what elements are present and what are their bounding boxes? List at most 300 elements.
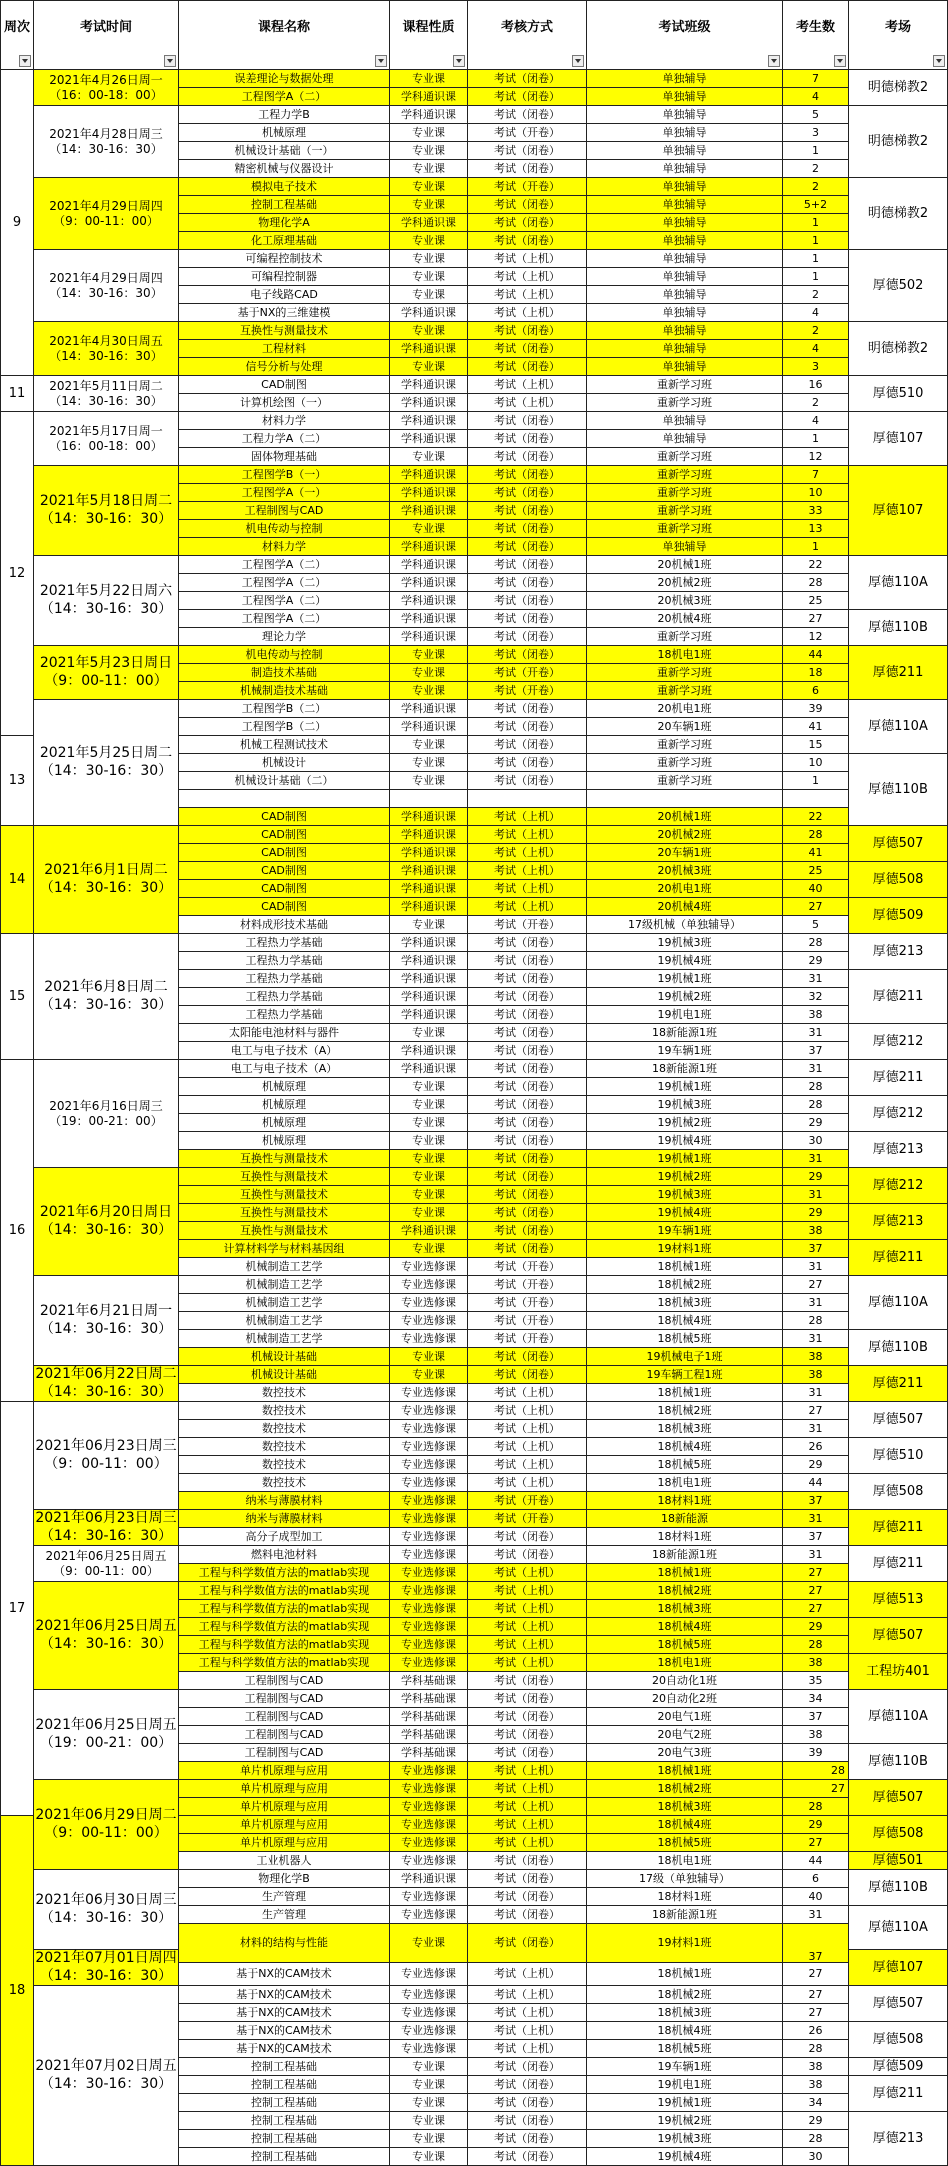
course-name-cell[interactable]: 制造技术基础 (179, 664, 390, 682)
student-count-cell[interactable]: 28 (783, 826, 849, 844)
exam-class-cell[interactable]: 单独辅导 (587, 70, 783, 88)
student-count-cell[interactable]: 29 (783, 952, 849, 970)
student-count-cell[interactable]: 1 (783, 772, 849, 790)
exam-class-cell[interactable]: 19材料1班 (587, 1924, 783, 1963)
student-count-cell[interactable]: 38 (783, 2058, 849, 2076)
student-count-cell[interactable]: 29 (783, 1456, 849, 1474)
course-name-cell[interactable]: 工程与科学数值方法的matlab实现 (179, 1600, 390, 1618)
exam-class-cell[interactable]: 18机械5班 (587, 1636, 783, 1654)
exam-method-cell[interactable]: 考试（闭卷） (468, 88, 587, 106)
course-type-cell[interactable]: 专业课 (390, 1132, 468, 1150)
exam-class-cell[interactable]: 重新学习班 (587, 502, 783, 520)
exam-class-cell[interactable]: 单独辅导 (587, 268, 783, 286)
exam-class-cell[interactable]: 20电气3班 (587, 1744, 783, 1762)
exam-class-cell[interactable]: 19机械1班 (587, 1078, 783, 1096)
exam-time-cell[interactable]: 2021年5月23日周日 （9：00-11：00） (34, 646, 179, 700)
student-count-cell[interactable]: 37 (783, 1924, 849, 1963)
course-name-cell[interactable]: 工程热力学基础 (179, 988, 390, 1006)
exam-class-cell[interactable]: 18机械2班 (587, 1986, 783, 2004)
course-name-cell[interactable]: 计算机绘图（一） (179, 394, 390, 412)
course-type-cell[interactable]: 学科通识课 (390, 610, 468, 628)
exam-room-cell[interactable]: 厚德212 (849, 1096, 948, 1132)
course-name-cell[interactable]: 机械设计基础 (179, 1366, 390, 1384)
course-type-cell[interactable]: 专业课 (390, 664, 468, 682)
header-count[interactable] (783, 1, 849, 70)
exam-class-cell[interactable]: 20机械1班 (587, 808, 783, 826)
course-type-cell[interactable]: 专业课 (390, 160, 468, 178)
course-type-cell[interactable]: 专业选修课 (390, 1834, 468, 1852)
exam-method-cell[interactable]: 考试（闭卷） (468, 1546, 587, 1564)
student-count-cell[interactable]: 6 (783, 682, 849, 700)
student-count-cell[interactable]: 37 (783, 1240, 849, 1258)
student-count-cell[interactable]: 28 (783, 934, 849, 952)
exam-method-cell[interactable]: 考试（开卷） (468, 1276, 587, 1294)
exam-class-cell[interactable]: 19机械3班 (587, 1096, 783, 1114)
week-cell[interactable]: 16 (1, 1060, 34, 1402)
course-name-cell[interactable]: 电子线路CAD (179, 286, 390, 304)
exam-room-cell[interactable]: 厚德213 (849, 1204, 948, 1240)
course-type-cell[interactable]: 学科通识课 (390, 628, 468, 646)
exam-time-cell[interactable]: 2021年06月23日周三 （14：30-16：30） (35, 1510, 177, 1544)
exam-time-cell[interactable]: 2021年5月17日周一 （16：00-18：00） (34, 412, 179, 466)
exam-method-cell[interactable]: 考试（闭卷） (468, 574, 587, 592)
exam-method-cell[interactable]: 考试（闭卷） (468, 430, 587, 448)
exam-method-cell[interactable]: 考试（闭卷） (468, 1924, 587, 1963)
course-type-cell[interactable]: 专业选修课 (390, 1474, 468, 1492)
exam-method-cell[interactable]: 考试（闭卷） (468, 592, 587, 610)
exam-class-cell[interactable]: 20机械4班 (587, 898, 783, 916)
exam-class-cell[interactable]: 18材料1班 (587, 1492, 783, 1510)
exam-class-cell[interactable]: 单独辅导 (587, 142, 783, 160)
exam-class-cell[interactable]: 18机械4班 (587, 1312, 783, 1330)
exam-class-cell[interactable]: 20机械2班 (587, 826, 783, 844)
exam-class-cell[interactable]: 单独辅导 (587, 88, 783, 106)
course-name-cell[interactable]: 固体物理基础 (179, 448, 390, 466)
course-name-cell[interactable]: CAD制图 (179, 826, 390, 844)
course-name-cell[interactable]: 控制工程基础 (179, 2112, 390, 2130)
exam-time-cell[interactable]: 2021年4月28日周三 （14：30-16：30） (34, 106, 179, 178)
course-type-cell[interactable]: 学科通识课 (390, 1222, 468, 1240)
exam-room-cell[interactable]: 厚德107 (849, 412, 948, 466)
exam-class-cell[interactable]: 单独辅导 (587, 322, 783, 340)
course-type-cell[interactable]: 学科通识课 (390, 304, 468, 322)
exam-method-cell[interactable]: 考试（上机） (468, 1438, 587, 1456)
student-count-cell[interactable]: 5+2 (783, 196, 849, 214)
exam-time-cell[interactable]: 2021年06月23日周三 （9：00-11：00） (34, 1402, 179, 1510)
course-name-cell[interactable]: 计算材料学与材料基因组 (179, 1240, 390, 1258)
course-type-cell[interactable]: 学科基础课 (390, 1690, 468, 1708)
student-count-cell[interactable]: 44 (783, 646, 849, 664)
course-name-cell[interactable]: 基于NX的CAM技术 (179, 2040, 390, 2058)
course-type-cell[interactable]: 专业选修课 (390, 1816, 468, 1834)
course-name-cell[interactable]: 物理化学A (179, 214, 390, 232)
exam-method-cell[interactable]: 考试（上机） (468, 844, 587, 862)
student-count-cell[interactable]: 3 (783, 124, 849, 142)
course-type-cell[interactable]: 专业选修课 (390, 1294, 468, 1312)
exam-class-cell[interactable]: 18机械3班 (587, 1600, 783, 1618)
course-name-cell[interactable]: 工程图学A（二） (179, 556, 390, 574)
exam-method-cell[interactable]: 考试（闭卷） (468, 232, 587, 250)
exam-class-cell[interactable]: 18机械4班 (587, 2022, 783, 2040)
exam-method-cell[interactable]: 考试（闭卷） (468, 1096, 587, 1114)
course-type-cell[interactable]: 专业选修课 (390, 1420, 468, 1438)
student-count-cell[interactable]: 1 (783, 430, 849, 448)
exam-time-cell[interactable]: 2021年4月30日周五 （14：30-16：30） (34, 322, 179, 376)
course-type-cell[interactable]: 专业课 (390, 1168, 468, 1186)
week-cell[interactable]: 13 (1, 736, 34, 826)
student-count-cell[interactable]: 38 (783, 1222, 849, 1240)
exam-method-cell[interactable]: 考试（开卷） (468, 664, 587, 682)
student-count-cell[interactable]: 29 (783, 1618, 849, 1636)
course-type-cell[interactable]: 学科通识课 (390, 826, 468, 844)
student-count-cell[interactable]: 16 (783, 376, 849, 394)
exam-class-cell[interactable]: 单独辅导 (587, 304, 783, 322)
course-name-cell[interactable]: 互换性与测量技术 (179, 1204, 390, 1222)
exam-class-cell[interactable]: 重新学习班 (587, 682, 783, 700)
exam-room-cell[interactable]: 厚德211 (849, 1240, 948, 1276)
student-count-cell[interactable]: 44 (783, 1474, 849, 1492)
exam-time-cell[interactable]: 2021年6月1日周二 （14：30-16：30） (34, 826, 179, 934)
exam-room-cell[interactable]: 工程坊401 (849, 1654, 948, 1690)
dropdown-filter-icon[interactable] (375, 55, 387, 67)
student-count-cell[interactable]: 27 (783, 1600, 849, 1618)
exam-class-cell[interactable]: 单独辅导 (587, 124, 783, 142)
exam-class-cell[interactable]: 18机械2班 (587, 1780, 783, 1798)
course-type-cell[interactable]: 专业课 (390, 1240, 468, 1258)
exam-class-cell[interactable]: 19机械1班 (587, 970, 783, 988)
exam-class-cell[interactable]: 单独辅导 (587, 178, 783, 196)
exam-class-cell[interactable]: 18新能源1班 (587, 1060, 783, 1078)
week-cell[interactable]: 18 (1, 1816, 34, 2166)
exam-class-cell[interactable]: 20电气1班 (587, 1708, 783, 1726)
student-count-cell[interactable]: 1 (783, 250, 849, 268)
course-name-cell[interactable]: 材料力学 (179, 538, 390, 556)
student-count-cell[interactable]: 32 (783, 988, 849, 1006)
exam-method-cell[interactable]: 考试（上机） (468, 1636, 587, 1654)
exam-method-cell[interactable]: 考试（闭卷） (468, 1132, 587, 1150)
course-type-cell[interactable]: 专业选修课 (390, 1564, 468, 1582)
exam-room-cell[interactable]: 厚德502 (849, 250, 948, 322)
student-count-cell[interactable]: 4 (783, 88, 849, 106)
student-count-cell[interactable]: 31 (783, 1186, 849, 1204)
exam-room-cell[interactable]: 厚德507 (849, 1780, 948, 1816)
course-name-cell[interactable]: 材料的结构与性能 (179, 1924, 390, 1963)
exam-class-cell[interactable]: 19机械2班 (587, 1114, 783, 1132)
course-name-cell[interactable]: 单片机原理与应用 (179, 1798, 390, 1816)
student-count-cell[interactable]: 38 (783, 1006, 849, 1024)
course-type-cell[interactable]: 学科通识课 (390, 844, 468, 862)
exam-room-cell[interactable]: 厚德107 (849, 1950, 948, 1986)
course-type-cell[interactable]: 专业课 (390, 646, 468, 664)
exam-method-cell[interactable]: 考试（上机） (468, 286, 587, 304)
student-count-cell[interactable]: 41 (783, 718, 849, 736)
course-name-cell[interactable]: 基于NX的CAM技术 (179, 1962, 390, 1985)
exam-method-cell[interactable]: 考试（闭卷） (468, 1240, 587, 1258)
exam-class-cell[interactable]: 17级（单独辅导） (587, 1870, 783, 1888)
exam-class-cell[interactable]: 18机电1班 (587, 1852, 783, 1870)
course-type-cell[interactable]: 专业选修课 (390, 1986, 468, 2004)
student-count-cell[interactable]: 25 (783, 592, 849, 610)
exam-class-cell[interactable]: 18机械2班 (587, 1276, 783, 1294)
exam-time-cell[interactable]: 2021年5月18日周二 （14：30-16：30） (34, 466, 179, 556)
course-type-cell[interactable]: 专业课 (390, 124, 468, 142)
course-name-cell[interactable]: 机械原理 (179, 1096, 390, 1114)
course-name-cell[interactable]: 电工与电子技术（A） (179, 1060, 390, 1078)
student-count-cell[interactable]: 28 (783, 2040, 849, 2058)
exam-room-cell[interactable]: 厚德507 (849, 1986, 948, 2022)
course-name-cell[interactable]: 电工与电子技术（A） (179, 1042, 390, 1060)
header-class[interactable] (587, 1, 783, 70)
exam-room-cell[interactable]: 厚德211 (849, 970, 948, 1024)
exam-method-cell[interactable]: 考试（上机） (468, 250, 587, 268)
exam-class-cell[interactable]: 20自动化2班 (587, 1690, 783, 1708)
exam-method-cell[interactable]: 考试（上机） (468, 2040, 587, 2058)
student-count-cell[interactable]: 2 (783, 322, 849, 340)
course-name-cell[interactable]: CAD制图 (179, 376, 390, 394)
course-name-cell[interactable]: 数控技术 (179, 1474, 390, 1492)
exam-class-cell[interactable]: 20车辆1班 (587, 718, 783, 736)
course-name-cell[interactable]: 互换性与测量技术 (179, 1150, 390, 1168)
exam-class-cell[interactable]: 重新学习班 (587, 520, 783, 538)
exam-method-cell[interactable]: 考试（上机） (468, 898, 587, 916)
course-type-cell[interactable]: 专业课 (390, 1078, 468, 1096)
exam-class-cell[interactable]: 19机械4班 (587, 1132, 783, 1150)
course-type-cell[interactable]: 专业选修课 (390, 1438, 468, 1456)
exam-time-cell[interactable]: 2021年5月11日周二 （14：30-16：30） (34, 376, 179, 412)
course-name-cell[interactable]: 机械设计 (179, 754, 390, 772)
student-count-cell[interactable]: 3 (783, 358, 849, 376)
course-type-cell[interactable]: 专业选修课 (390, 2022, 468, 2040)
student-count-cell[interactable]: 34 (783, 2094, 849, 2112)
course-type-cell[interactable]: 学科通识课 (390, 394, 468, 412)
exam-method-cell[interactable]: 考试（闭卷） (468, 106, 587, 124)
exam-class-cell[interactable]: 19机械3班 (587, 1186, 783, 1204)
exam-class-cell[interactable]: 重新学习班 (587, 736, 783, 754)
course-name-cell[interactable]: 工程图学B（二） (179, 700, 390, 718)
exam-method-cell[interactable]: 考试（闭卷） (468, 2112, 587, 2130)
course-type-cell[interactable]: 专业选修课 (390, 1312, 468, 1330)
student-count-cell[interactable]: 28 (783, 1078, 849, 1096)
header-course[interactable] (179, 1, 390, 70)
exam-time-cell[interactable]: 2021年4月26日周一 （16：00-18：00） (34, 70, 179, 106)
student-count-cell[interactable]: 22 (783, 808, 849, 826)
exam-class-cell[interactable]: 20自动化1班 (587, 1672, 783, 1690)
exam-class-cell[interactable]: 18机械3班 (587, 2004, 783, 2022)
exam-time-cell[interactable]: 2021年06月25日周五 （19：00-21：00） (34, 1690, 179, 1780)
exam-room-cell[interactable]: 厚德212 (849, 1168, 948, 1204)
student-count-cell[interactable]: 27 (783, 1276, 849, 1294)
student-count-cell[interactable]: 22 (783, 556, 849, 574)
course-type-cell[interactable]: 专业选修课 (390, 1888, 468, 1906)
exam-class-cell[interactable]: 18材料1班 (587, 1888, 783, 1906)
student-count-cell[interactable]: 38 (783, 2076, 849, 2094)
week-cell[interactable]: 12 (1, 412, 34, 736)
exam-method-cell[interactable]: 考试（闭卷） (468, 1852, 587, 1870)
exam-class-cell[interactable]: 20电气2班 (587, 1726, 783, 1744)
student-count-cell[interactable]: 10 (783, 754, 849, 772)
course-name-cell[interactable]: 工程图学A（二） (179, 610, 390, 628)
exam-class-cell[interactable]: 20机械3班 (587, 592, 783, 610)
exam-method-cell[interactable]: 考试（闭卷） (468, 1204, 587, 1222)
course-type-cell[interactable]: 专业课 (390, 1348, 468, 1366)
exam-method-cell[interactable]: 考试（闭卷） (468, 736, 587, 754)
student-count-cell[interactable]: 2 (783, 286, 849, 304)
student-count-cell[interactable]: 31 (783, 1546, 849, 1564)
student-count-cell[interactable]: 30 (783, 2148, 849, 2166)
student-count-cell[interactable]: 27 (783, 1402, 849, 1420)
course-name-cell[interactable]: 精密机械与仪器设计 (179, 160, 390, 178)
exam-room-cell[interactable]: 厚德509 (849, 898, 948, 934)
student-count-cell[interactable]: 7 (783, 466, 849, 484)
exam-method-cell[interactable]: 考试（闭卷） (468, 628, 587, 646)
student-count-cell[interactable]: 37 (783, 1492, 849, 1510)
exam-class-cell[interactable]: 19机械1班 (587, 2094, 783, 2112)
student-count-cell[interactable]: 28 (783, 2130, 849, 2148)
exam-method-cell[interactable]: 考试（闭卷） (468, 1150, 587, 1168)
exam-room-cell[interactable]: 厚德110B (849, 1870, 948, 1906)
student-count-cell[interactable]: 37 (783, 1042, 849, 1060)
course-type-cell[interactable]: 专业课 (390, 754, 468, 772)
exam-room-cell[interactable]: 厚德508 (849, 862, 948, 898)
header-type[interactable] (390, 1, 468, 70)
exam-method-cell[interactable]: 考试（闭卷） (468, 1024, 587, 1042)
exam-class-cell[interactable]: 重新学习班 (587, 754, 783, 772)
student-count-cell[interactable]: 38 (783, 1726, 849, 1744)
exam-room-cell[interactable]: 厚德508 (849, 1816, 948, 1852)
course-type-cell[interactable]: 专业课 (390, 1186, 468, 1204)
student-count-cell[interactable]: 1 (783, 232, 849, 250)
course-name-cell[interactable]: 工程热力学基础 (179, 952, 390, 970)
course-name-cell[interactable]: 基于NX的三维建模 (179, 304, 390, 322)
course-type-cell[interactable]: 专业课 (390, 2094, 468, 2112)
course-type-cell[interactable]: 学科通识课 (390, 1870, 468, 1888)
exam-class-cell[interactable]: 单独辅导 (587, 106, 783, 124)
exam-method-cell[interactable]: 考试（开卷） (468, 1294, 587, 1312)
course-type-cell[interactable]: 学科通识课 (390, 538, 468, 556)
exam-method-cell[interactable]: 考试（上机） (468, 808, 587, 826)
course-type-cell[interactable]: 专业课 (390, 358, 468, 376)
course-name-cell[interactable]: 太阳能电池材料与器件 (179, 1024, 390, 1042)
course-name-cell[interactable]: 工程力学B (179, 106, 390, 124)
exam-class-cell[interactable]: 单独辅导 (587, 286, 783, 304)
exam-class-cell[interactable]: 重新学习班 (587, 664, 783, 682)
course-type-cell[interactable]: 专业课 (390, 268, 468, 286)
exam-method-cell[interactable]: 考试（上机） (468, 1474, 587, 1492)
exam-method-cell[interactable]: 考试（上机） (468, 1564, 587, 1582)
exam-method-cell[interactable]: 考试（上机） (468, 2004, 587, 2022)
course-type-cell[interactable]: 专业选修课 (390, 1528, 468, 1546)
exam-room-cell[interactable]: 厚德110A (849, 556, 948, 610)
student-count-cell[interactable]: 31 (783, 1510, 849, 1528)
student-count-cell[interactable]: 39 (783, 700, 849, 718)
exam-class-cell[interactable]: 18机电1班 (587, 1654, 783, 1672)
course-name-cell[interactable]: 工程制图与CAD (179, 1744, 390, 1762)
course-name-cell[interactable]: 数控技术 (179, 1384, 390, 1402)
exam-room-cell[interactable]: 厚德110B (849, 754, 948, 826)
exam-method-cell[interactable]: 考试（闭卷） (468, 772, 587, 790)
student-count-cell[interactable]: 38 (783, 1348, 849, 1366)
student-count-cell[interactable]: 31 (783, 1384, 849, 1402)
course-type-cell[interactable]: 专业课 (390, 196, 468, 214)
exam-method-cell[interactable]: 考试（上机） (468, 268, 587, 286)
exam-class-cell[interactable]: 18机械5班 (587, 2040, 783, 2058)
exam-method-cell[interactable]: 考试（闭卷） (468, 1186, 587, 1204)
course-type-cell[interactable]: 学科通识课 (390, 1042, 468, 1060)
exam-room-cell[interactable]: 厚德510 (849, 1438, 948, 1474)
exam-room-cell[interactable]: 厚德110A (849, 1276, 948, 1330)
course-name-cell[interactable]: 数控技术 (179, 1456, 390, 1474)
exam-room-cell[interactable]: 厚德110A (849, 700, 948, 754)
exam-method-cell[interactable]: 考试（闭卷） (468, 1870, 587, 1888)
exam-class-cell[interactable]: 18机电1班 (587, 1474, 783, 1492)
student-count-cell[interactable]: 26 (783, 1438, 849, 1456)
exam-method-cell[interactable]: 考试（闭卷） (468, 502, 587, 520)
course-name-cell[interactable]: CAD制图 (179, 844, 390, 862)
course-type-cell[interactable]: 专业选修课 (390, 1546, 468, 1564)
exam-method-cell[interactable]: 考试（上机） (468, 2022, 587, 2040)
exam-class-cell[interactable]: 19车辆工程1班 (587, 1366, 783, 1384)
exam-class-cell[interactable]: 19机械2班 (587, 2112, 783, 2130)
exam-class-cell[interactable]: 单独辅导 (587, 358, 783, 376)
exam-class-cell[interactable]: 单独辅导 (587, 250, 783, 268)
course-name-cell[interactable]: 信号分析与处理 (179, 358, 390, 376)
course-name-cell[interactable]: CAD制图 (179, 862, 390, 880)
student-count-cell[interactable]: 40 (783, 880, 849, 898)
student-count-cell[interactable]: 29 (783, 1114, 849, 1132)
exam-room-cell[interactable]: 厚德509 (849, 2058, 948, 2076)
student-count-cell[interactable]: 1 (783, 214, 849, 232)
course-type-cell[interactable]: 学科通识课 (390, 430, 468, 448)
exam-method-cell[interactable]: 考试（闭卷） (468, 1888, 587, 1906)
course-type-cell[interactable]: 专业选修课 (390, 1906, 468, 1924)
course-name-cell[interactable]: 单片机原理与应用 (179, 1780, 390, 1798)
exam-method-cell[interactable]: 考试（闭卷） (468, 484, 587, 502)
exam-method-cell[interactable]: 考试（上机） (468, 1654, 587, 1672)
exam-method-cell[interactable]: 考试（闭卷） (468, 934, 587, 952)
course-name-cell[interactable]: 互换性与测量技术 (179, 1222, 390, 1240)
student-count-cell[interactable]: 27 (783, 2004, 849, 2022)
student-count-cell[interactable]: 27 (783, 1780, 849, 1798)
exam-method-cell[interactable]: 考试（上机） (468, 1582, 587, 1600)
exam-class-cell[interactable]: 18机械5班 (587, 1456, 783, 1474)
course-name-cell[interactable]: 数控技术 (179, 1420, 390, 1438)
course-type-cell[interactable]: 专业课 (390, 2112, 468, 2130)
exam-time-cell[interactable]: 2021年4月29日周四 （14：30-16：30） (34, 250, 179, 322)
student-count-cell[interactable]: 35 (783, 1672, 849, 1690)
course-type-cell[interactable]: 专业课 (390, 1150, 468, 1168)
course-type-cell[interactable]: 专业课 (390, 2076, 468, 2094)
student-count-cell[interactable]: 1 (783, 142, 849, 160)
exam-method-cell[interactable]: 考试（闭卷） (468, 2076, 587, 2094)
course-type-cell[interactable]: 专业课 (390, 448, 468, 466)
exam-room-cell[interactable]: 厚德507 (849, 1618, 948, 1654)
exam-class-cell[interactable]: 19机械3班 (587, 2130, 783, 2148)
student-count-cell[interactable]: 1 (783, 268, 849, 286)
course-name-cell[interactable]: 高分子成型加工 (179, 1528, 390, 1546)
exam-method-cell[interactable]: 考试（闭卷） (468, 1222, 587, 1240)
exam-room-cell[interactable]: 厚德501 (849, 1852, 948, 1870)
course-type-cell[interactable]: 专业课 (390, 1366, 468, 1384)
course-name-cell[interactable]: 互换性与测量技术 (179, 1168, 390, 1186)
course-name-cell[interactable] (179, 790, 390, 808)
exam-method-cell[interactable]: 考试（上机） (468, 1402, 587, 1420)
exam-method-cell[interactable]: 考试（上机） (468, 1420, 587, 1438)
exam-class-cell[interactable]: 18机电1班 (587, 646, 783, 664)
course-name-cell[interactable]: 工程图学A（二） (179, 88, 390, 106)
exam-method-cell[interactable]: 考试（闭卷） (468, 2130, 587, 2148)
course-type-cell[interactable]: 专业选修课 (390, 1582, 468, 1600)
exam-method-cell[interactable]: 考试（上机） (468, 1834, 587, 1852)
